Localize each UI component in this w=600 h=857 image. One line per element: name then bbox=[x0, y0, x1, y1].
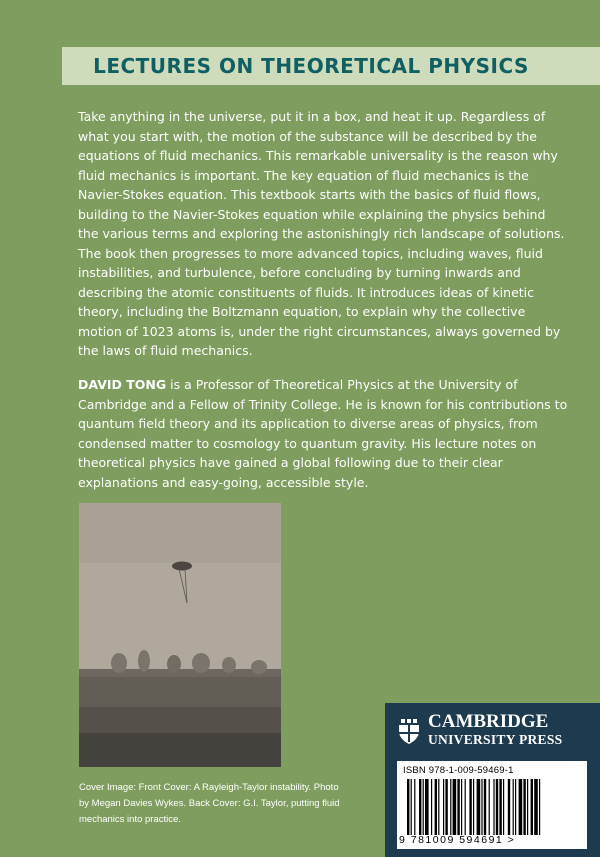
barcode-bar bbox=[453, 779, 457, 835]
barcode-bar bbox=[450, 779, 451, 835]
barcode-bar bbox=[523, 779, 525, 835]
barcode-bar bbox=[469, 779, 471, 835]
cover-photo bbox=[79, 503, 281, 767]
series-title: LECTURES ON THEORETICAL PHYSICS bbox=[93, 54, 529, 78]
barcode-bar bbox=[473, 779, 474, 835]
photo-scene bbox=[79, 503, 281, 767]
barcode-bar bbox=[499, 779, 501, 835]
barcode-bar bbox=[407, 779, 409, 835]
barcode-bar bbox=[443, 779, 444, 835]
series-title-banner bbox=[62, 47, 600, 85]
barcode-bar bbox=[457, 779, 459, 835]
publisher-subtitle: UNIVERSITY PRESS bbox=[428, 732, 563, 747]
barcode-bar bbox=[411, 779, 412, 835]
barcode-bar bbox=[531, 779, 533, 835]
barcode-bar bbox=[438, 779, 439, 835]
book-description: Take anything in the universe, put it in a box, and heat it up. Regardless of what you start with, the motion of the substance will be described by the equations of fluid mechanics. This remarkable universality is the reason why fluid mechanics is important. The key equation of fluid mechanics is the Navier-Stokes equation. This textbook starts with the basics of fluid flows, building to the Navier-Stokes equation while explaining the physics behind the various terms and exploring the astonishingly rich landscape of solutions. The book then progresses to more advanced topics, including waves, fluid instabilities, and turbulence, before concluding by turning inwards and describing the atomic constituents of fluids. It introduces ideas of kinetic theory, including the Boltzmann equation, to explain why the collective motion of 1023 atoms is, under the right circumstances, always governed by the laws of fluid mechanics. bbox=[78, 109, 565, 358]
barcode-bar bbox=[465, 779, 466, 835]
publisher-name: CAMBRIDGE bbox=[428, 711, 549, 732]
barcode-bar bbox=[513, 779, 514, 835]
barcode-bar bbox=[493, 779, 494, 835]
publisher-panel bbox=[385, 703, 600, 857]
author-bio bbox=[78, 375, 568, 492]
barcode-bar bbox=[527, 779, 528, 835]
barcode-bar bbox=[496, 779, 498, 835]
cambridge-shield-icon bbox=[397, 715, 421, 745]
barcode-bar bbox=[503, 779, 504, 835]
barcode-bar bbox=[425, 779, 429, 835]
barcode-bar bbox=[508, 779, 510, 835]
barcode-area bbox=[397, 761, 587, 849]
barcode-bar bbox=[481, 779, 482, 835]
barcode-bar bbox=[423, 779, 424, 835]
barcode-bar bbox=[435, 779, 437, 835]
barcode-bar bbox=[489, 779, 490, 835]
barcode-bar bbox=[484, 779, 486, 835]
barcode-bar bbox=[519, 779, 523, 835]
cover-image-caption: Cover Image: Front Cover: A Rayleigh-Taylor instability. Photo by Megan Davies Wykes. Back Cover: G.I. Taylor, putting fluid mechanics into practice. bbox=[79, 782, 340, 825]
barcode-bar bbox=[419, 779, 421, 835]
barcode-bar bbox=[445, 779, 447, 835]
barcode-icon bbox=[407, 779, 579, 835]
barcode-bar bbox=[515, 779, 516, 835]
barcode-bar bbox=[539, 779, 540, 835]
barcode-bar bbox=[431, 779, 432, 835]
barcode-bar bbox=[477, 779, 481, 835]
barcode-bar bbox=[534, 779, 538, 835]
author-name: DAVID TONG bbox=[78, 377, 167, 392]
barcode-bar bbox=[461, 779, 462, 835]
isbn-label: ISBN 978-1-009-59469-1 bbox=[403, 765, 514, 776]
barcode-bar bbox=[414, 779, 415, 835]
author-bio-text: is a Professor of Theoretical Physics at the University of Cambridge and a Fellow of Trinity College. He is known for his contributions to quantum field theory and its application to diverse areas of physics, from condensed matter to cosmology to quantum gravity. His lecture notes on theoretical physics have gained a global following due to their clear explanations and easy-going, accessible style. bbox=[78, 377, 568, 490]
barcode-digits: 9 781009 594691 > bbox=[399, 834, 516, 846]
